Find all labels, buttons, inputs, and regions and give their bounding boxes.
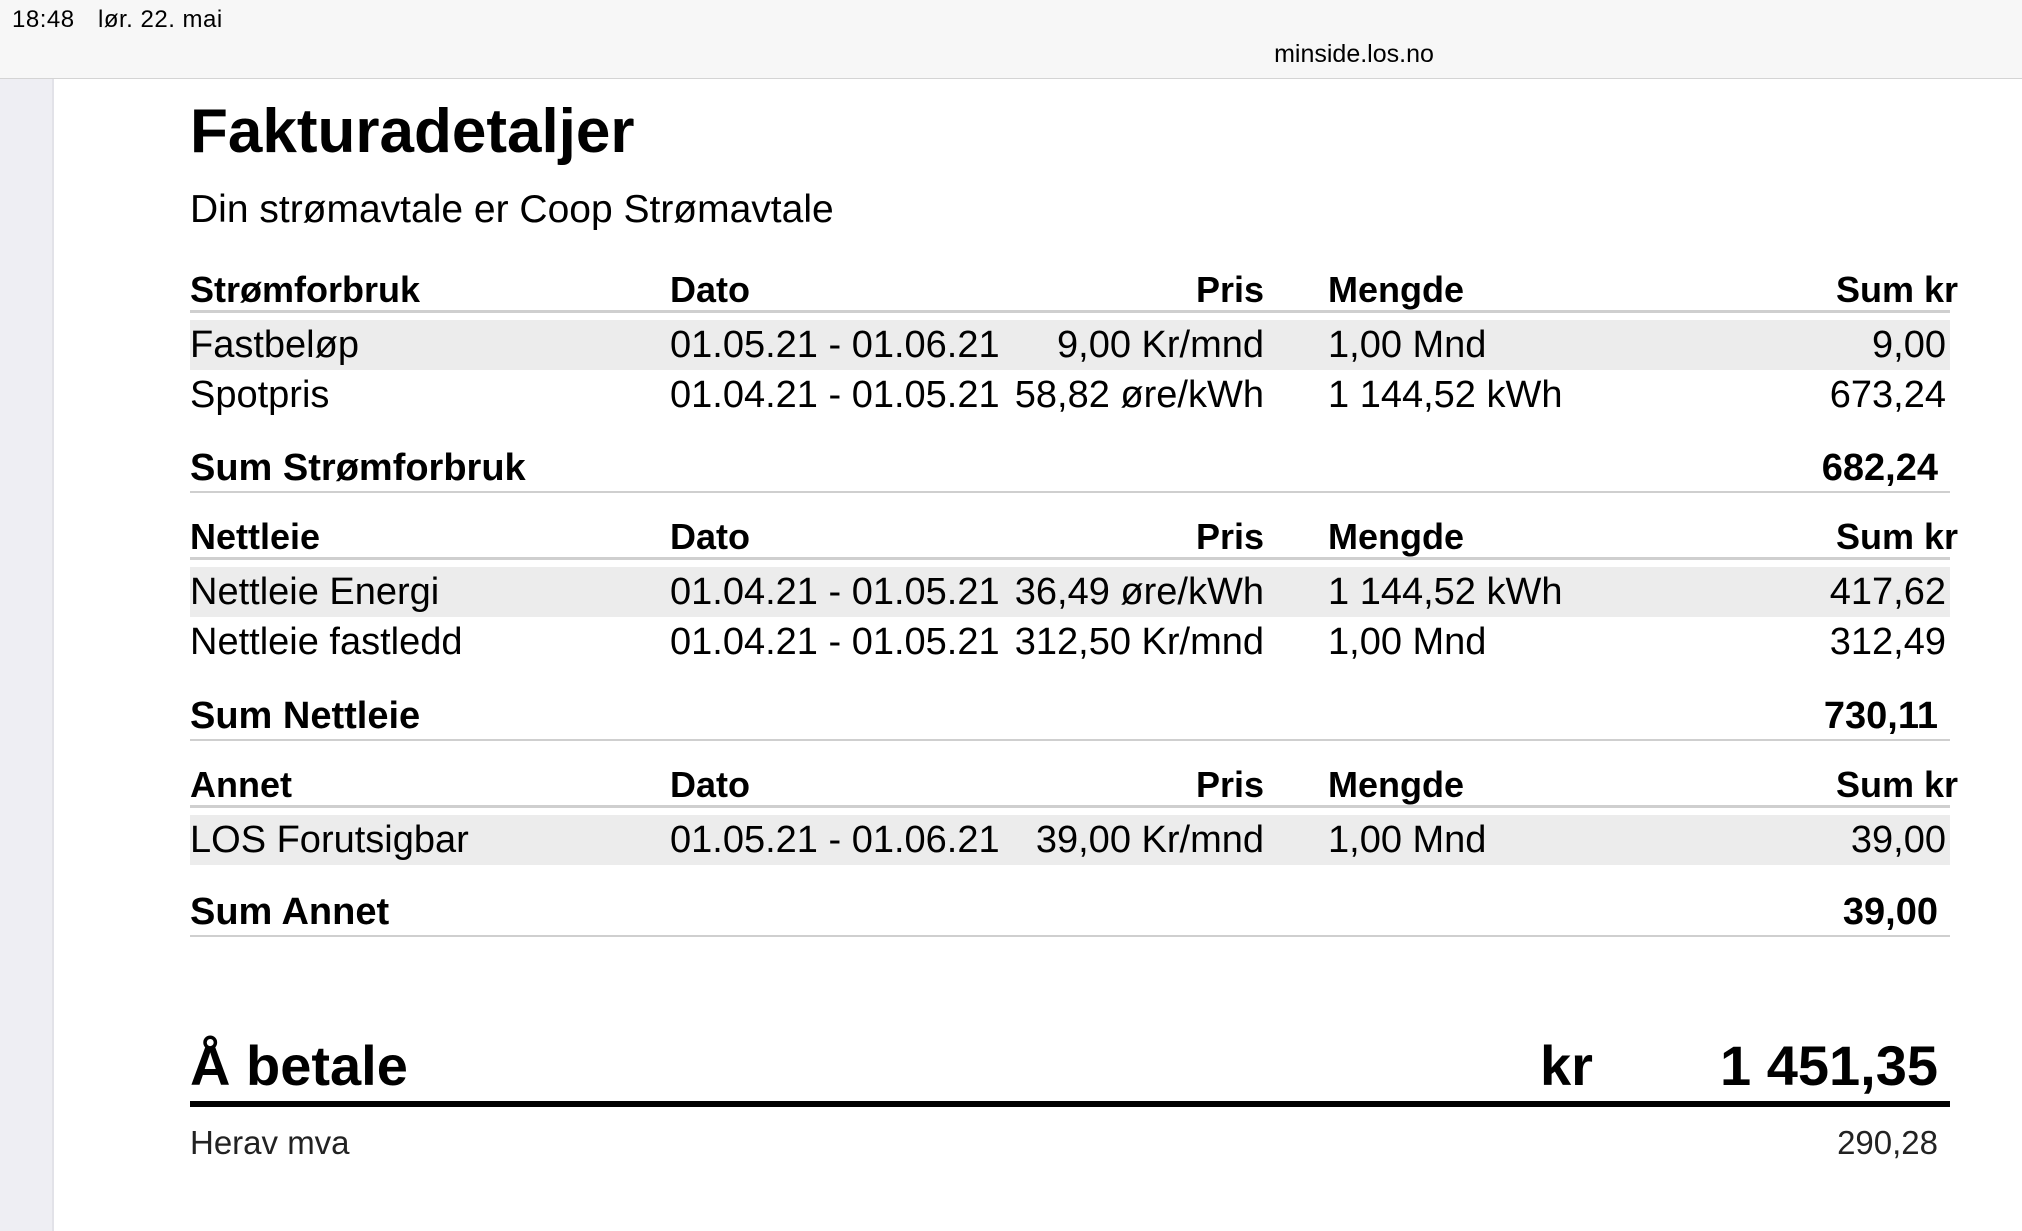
table-row [190, 815, 1950, 865]
status-time: 18:48 [12, 6, 75, 33]
col-header-sum: Sum kr [1835, 764, 1958, 805]
contract-subtitle: Din strømavtale er Coop Strømavtale [190, 188, 834, 231]
col-header-name: Annet [190, 764, 292, 805]
col-header-price: Pris [1195, 764, 1264, 805]
col-header-sum: Sum kr [1835, 516, 1958, 557]
col-header-date: Dato [670, 764, 750, 805]
section-total-label: Sum Strømforbruk [190, 447, 526, 489]
col-header-name: Nettleie [190, 516, 321, 557]
section-total-row [190, 889, 1950, 937]
col-header-name: Strømforbruk [190, 269, 421, 310]
row-price: 58,82 øre/kWh [1014, 374, 1264, 416]
col-header-sum: Sum kr [1835, 269, 1958, 310]
amount-due-value: 1 451,35 [1720, 1034, 1938, 1097]
vat-value: 290,28 [1837, 1124, 1938, 1161]
col-header-qty: Mengde [1328, 269, 1465, 310]
section-total-label: Sum Annet [190, 891, 390, 933]
row-name: LOS Forutsigbar [190, 819, 469, 861]
table-row [190, 617, 1950, 667]
section-total-value: 682,24 [1821, 447, 1938, 489]
row-name: Nettleie fastledd [190, 621, 463, 663]
address-bar-url[interactable]: minside.los.no [1274, 40, 1434, 68]
row-qty: 1 144,52 kWh [1328, 374, 1563, 416]
page-title: Fakturadetaljer [190, 97, 635, 166]
row-sum: 39,00 [1850, 819, 1946, 861]
row-qty: 1,00 Mnd [1328, 819, 1487, 861]
vat-label: Herav mva [190, 1124, 350, 1161]
col-header-price: Pris [1195, 269, 1264, 310]
col-header-qty: Mengde [1328, 516, 1465, 557]
amount-due-row [190, 1031, 1950, 1107]
row-sum: 312,49 [1829, 621, 1946, 663]
section-total-row [190, 693, 1950, 741]
row-sum: 417,62 [1829, 571, 1946, 613]
row-qty: 1 144,52 kWh [1328, 571, 1563, 613]
table-row [190, 320, 1950, 370]
row-price: 39,00 Kr/mnd [1035, 819, 1264, 861]
sidebar-edge [0, 79, 54, 1231]
section-total-row [190, 445, 1950, 493]
section-total-value: 730,11 [1823, 695, 1938, 737]
section-header-nettleie [190, 516, 1958, 560]
table-row [190, 567, 1950, 617]
row-name: Nettleie Energi [190, 571, 440, 613]
section-header-annet [190, 764, 1958, 808]
table-row [190, 370, 1950, 420]
row-date: 01.04.21 - 01.05.21 [670, 571, 1000, 613]
row-qty: 1,00 Mnd [1328, 621, 1487, 663]
col-header-date: Dato [670, 269, 750, 310]
status-date: lør. 22. mai [98, 6, 223, 33]
row-name: Spotpris [190, 374, 330, 416]
col-header-date: Dato [670, 516, 750, 557]
row-name: Fastbeløp [190, 324, 359, 366]
row-price: 9,00 Kr/mnd [1057, 324, 1264, 366]
row-qty: 1,00 Mnd [1328, 324, 1487, 366]
row-date: 01.05.21 - 01.06.21 [670, 324, 1000, 366]
row-price: 36,49 øre/kWh [1014, 571, 1264, 613]
row-sum: 9,00 [1872, 324, 1946, 366]
row-date: 01.04.21 - 01.05.21 [670, 621, 1000, 663]
section-header-stromforbruk [190, 269, 1958, 313]
status-bar [0, 0, 2022, 79]
row-sum: 673,24 [1829, 374, 1946, 416]
row-price: 312,50 Kr/mnd [1014, 621, 1264, 663]
row-date: 01.04.21 - 01.05.21 [670, 374, 1000, 416]
col-header-qty: Mengde [1328, 764, 1465, 805]
row-date: 01.05.21 - 01.06.21 [670, 819, 1000, 861]
col-header-price: Pris [1195, 516, 1264, 557]
section-total-value: 39,00 [1842, 891, 1938, 933]
amount-due-currency: kr [1540, 1034, 1593, 1097]
vat-row [190, 1123, 1950, 1163]
section-total-label: Sum Nettleie [190, 695, 421, 737]
amount-due-label: Å betale [190, 1034, 408, 1097]
